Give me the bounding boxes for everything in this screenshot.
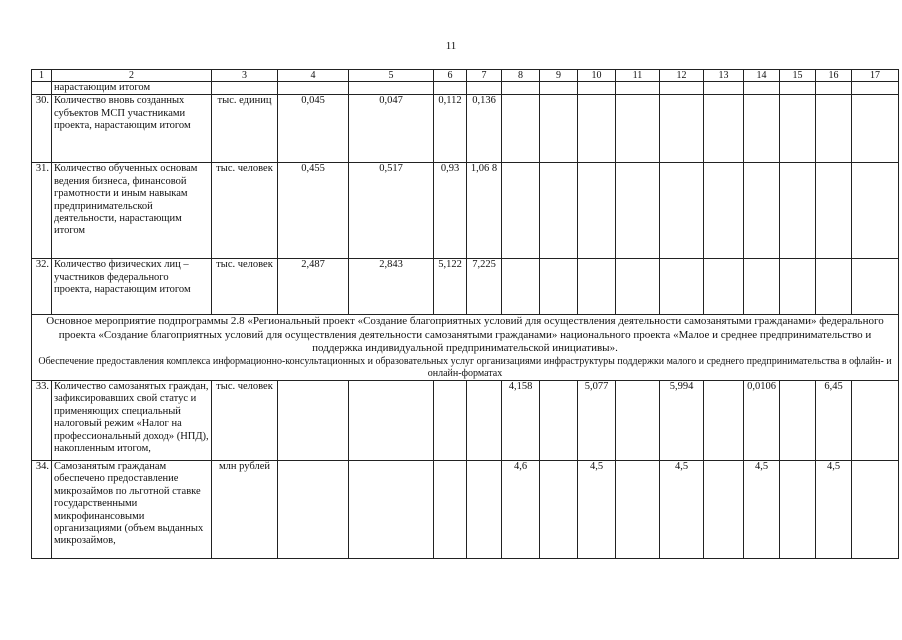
value-cell: 0,517 [349, 163, 434, 259]
header-cell: 12 [660, 70, 704, 82]
value-cell: 5,077 [578, 380, 616, 460]
value-cell [578, 259, 616, 315]
value-cell [744, 259, 780, 315]
value-cell [704, 259, 744, 315]
value-cell: 6,45 [816, 380, 852, 460]
value-cell: 4,5 [578, 460, 616, 558]
value-cell: 4,5 [660, 460, 704, 558]
value-cell [744, 82, 780, 95]
value-cell: 0,045 [278, 95, 349, 163]
value-cell [616, 259, 660, 315]
value-cell: 0,047 [349, 95, 434, 163]
header-cell: 14 [744, 70, 780, 82]
value-cell [349, 460, 434, 558]
value-cell [660, 82, 704, 95]
indicator-name: нарастающим итогом [52, 82, 212, 95]
header-row [32, 70, 899, 82]
value-cell [434, 380, 467, 460]
value-cell [852, 163, 899, 259]
value-cell [780, 95, 816, 163]
unit-cell: тыс. человек [212, 259, 278, 315]
value-cell: 2,487 [278, 259, 349, 315]
value-cell [816, 82, 852, 95]
value-cell: 5,994 [660, 380, 704, 460]
unit-cell: млн рублей [212, 460, 278, 558]
indicator-name: Самозанятым гражданам обеспечено предоставление микрозаймов по льготной ставке государственными микрофинансовыми организациями (объем выданных микрозаймов, [52, 460, 212, 558]
value-cell: 4,6 [502, 460, 540, 558]
value-cell [660, 259, 704, 315]
value-cell [616, 82, 660, 95]
header-cell: 11 [616, 70, 660, 82]
value-cell [540, 82, 578, 95]
indicators-table [31, 69, 899, 559]
section-heading [32, 315, 899, 381]
page-number: 11 [445, 40, 457, 52]
value-cell [540, 163, 578, 259]
table-row [32, 259, 899, 315]
value-cell [616, 95, 660, 163]
value-cell [278, 380, 349, 460]
value-cell [349, 82, 434, 95]
row-number: 32. [32, 259, 52, 315]
value-cell [660, 163, 704, 259]
value-cell: 4,158 [502, 380, 540, 460]
value-cell [704, 95, 744, 163]
header-cell: 6 [434, 70, 467, 82]
unit-cell: тыс. единиц [212, 95, 278, 163]
unit-cell: тыс. человек [212, 380, 278, 460]
value-cell [502, 95, 540, 163]
value-cell [744, 95, 780, 163]
header-cell: 16 [816, 70, 852, 82]
row-number: 30. [32, 95, 52, 163]
value-cell [540, 460, 578, 558]
header-cell: 10 [578, 70, 616, 82]
value-cell [467, 460, 502, 558]
value-cell [660, 95, 704, 163]
value-cell: 4,5 [744, 460, 780, 558]
value-cell [852, 380, 899, 460]
value-cell: 5,122 [434, 259, 467, 315]
value-cell [704, 163, 744, 259]
value-cell: 0,0106 [744, 380, 780, 460]
row-number: 31. [32, 163, 52, 259]
value-cell [540, 259, 578, 315]
value-cell: 0,93 [434, 163, 467, 259]
value-cell: 2,843 [349, 259, 434, 315]
value-cell [704, 82, 744, 95]
value-cell: 1,06 8 [467, 163, 502, 259]
header-cell: 17 [852, 70, 899, 82]
header-cell: 13 [704, 70, 744, 82]
value-cell [816, 259, 852, 315]
value-cell [278, 460, 349, 558]
value-cell: 0,112 [434, 95, 467, 163]
value-cell: 4,5 [816, 460, 852, 558]
value-cell [780, 380, 816, 460]
header-cell: 4 [278, 70, 349, 82]
value-cell [278, 82, 349, 95]
value-cell [704, 380, 744, 460]
value-cell: 7,225 [467, 259, 502, 315]
header-cell: 9 [540, 70, 578, 82]
value-cell [780, 82, 816, 95]
value-cell [578, 163, 616, 259]
value-cell: 0,455 [278, 163, 349, 259]
value-cell [578, 95, 616, 163]
header-cell: 2 [52, 70, 212, 82]
continuation-row [32, 82, 899, 95]
table-row [32, 380, 899, 460]
value-cell: 0,136 [467, 95, 502, 163]
row-number-cell [32, 82, 52, 95]
value-cell [704, 460, 744, 558]
value-cell [502, 163, 540, 259]
header-cell: 3 [212, 70, 278, 82]
value-cell [467, 380, 502, 460]
section-subtitle: Обеспечение предоставления комплекса информационно-консультационных и образовательных услуг организациями инфраструктуры поддержки малого и среднего предпринимательства в офлайн- и онлайн-форматах [38, 355, 892, 379]
unit-cell: тыс. человек [212, 163, 278, 259]
value-cell [540, 380, 578, 460]
value-cell [502, 82, 540, 95]
value-cell [578, 82, 616, 95]
value-cell [467, 82, 502, 95]
value-cell [780, 259, 816, 315]
header-cell: 15 [780, 70, 816, 82]
value-cell [852, 95, 899, 163]
value-cell [816, 163, 852, 259]
header-cell: 1 [32, 70, 52, 82]
indicator-name: Количество вновь созданных субъектов МСП участниками проекта, нарастающим итогом [52, 95, 212, 163]
value-cell [816, 95, 852, 163]
indicator-name: Количество самозанятых граждан, зафиксировавших свой статус и применяющих специальный налоговый режим «Налог на профессиональный доход» (НПД), накопленным итогом, [52, 380, 212, 460]
value-cell [212, 82, 278, 95]
indicator-name: Количество обученных основам ведения бизнеса, финансовой грамотности и иным навыкам предпринимательской деятельности, нарастающим итогом [52, 163, 212, 259]
table-row [32, 163, 899, 259]
header-cell: 8 [502, 70, 540, 82]
row-number: 33. [32, 380, 52, 460]
value-cell [744, 163, 780, 259]
value-cell [780, 460, 816, 558]
table-row [32, 460, 899, 558]
value-cell [852, 460, 899, 558]
indicator-name: Количество физических лиц – участников федерального проекта, нарастающим итогом [52, 259, 212, 315]
value-cell [852, 259, 899, 315]
value-cell [616, 163, 660, 259]
table-row [32, 95, 899, 163]
value-cell [349, 380, 434, 460]
value-cell [852, 82, 899, 95]
value-cell [616, 460, 660, 558]
value-cell [434, 82, 467, 95]
section-row [32, 315, 899, 381]
value-cell [502, 259, 540, 315]
row-number: 34. [32, 460, 52, 558]
value-cell [780, 163, 816, 259]
header-cell: 5 [349, 70, 434, 82]
section-title: Основное мероприятие подпрограммы 2.8 «Региональный проект «Создание благоприятных условий для осуществления деятельности самозанятыми гражданами» федерального проекта «Создание благоприятных условий для осуществления деятельности самозанятыми гражданами» национального проекта «Малое и среднее предпринимательство и поддержка индивидуальной предпринимательской инициативы». [46, 315, 884, 355]
value-cell [540, 95, 578, 163]
value-cell [616, 380, 660, 460]
header-cell: 7 [467, 70, 502, 82]
value-cell [434, 460, 467, 558]
